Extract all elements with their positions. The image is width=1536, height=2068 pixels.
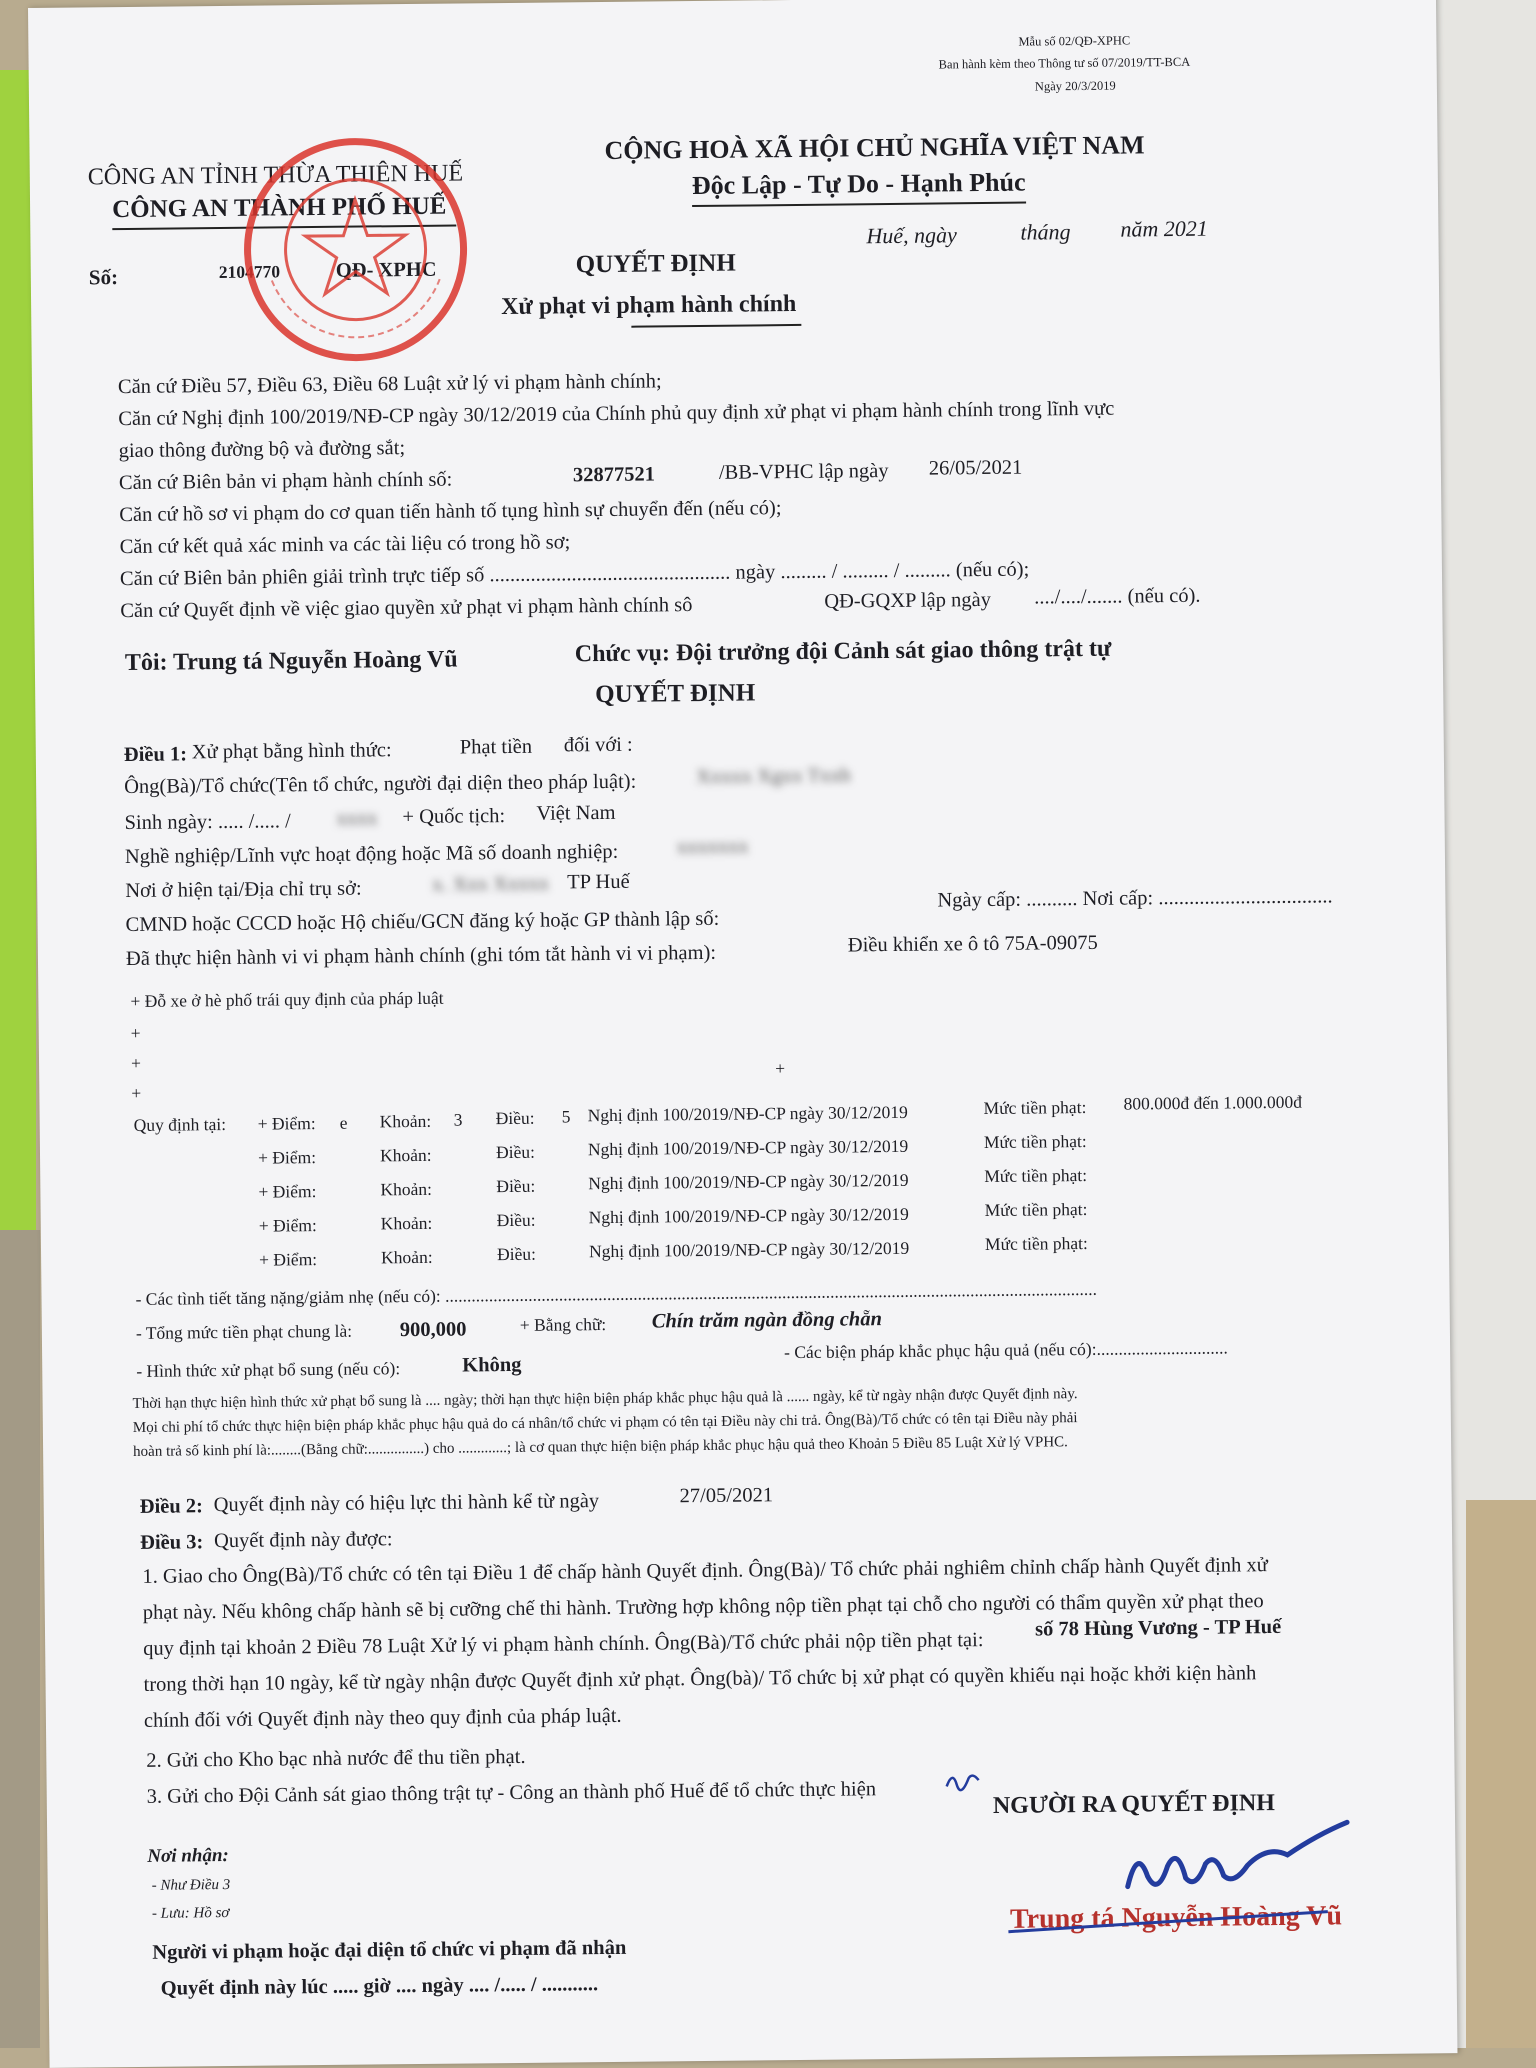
additional-penalty-label: - Hình thức xử phạt bổ sung (nếu có): xyxy=(136,1358,401,1381)
article-3-para-1d: trong thời hạn 10 ngày, kể từ ngày nhận được Quyết định xử phạt. Ông(bà)/ Tổ chức bị xử phạt có quyền khiếu nại hoặc khởi kiện hành xyxy=(143,1662,1257,1696)
reg-decree: Nghị định 100/2019/NĐ-CP ngày 30/12/2019 xyxy=(587,1101,908,1126)
article-3-para-3: 3. Gửi cho Đội Cảnh sát giao thông trật tự - Công an thành phố Huế để tổ chức thực hiện xyxy=(146,1778,877,1808)
month-label: tháng xyxy=(1020,219,1071,245)
note-line-1: Thời hạn thực hiện hình thức xử phạt bổ sung là .... ngày; thời hạn thực hiện biện pháp khắc phục hậu quả là ...... ngày, kể từ ngày nhận được Quyết định này. xyxy=(132,1386,1078,1412)
report-date: 26/05/2021 xyxy=(928,456,1023,480)
number-suffix: QĐ- XPHC xyxy=(335,258,437,282)
occupation-label: Nghề nghiệp/Lĩnh vực hoạt động hoặc Mã số doanh nghiệp: xyxy=(124,840,619,869)
report-number: 32877521 xyxy=(572,463,656,487)
violation-item-2: + xyxy=(130,1022,141,1043)
issued-date: Ngày 20/3/2019 xyxy=(1034,78,1116,94)
reg-fine-label: Mức tiền phạt: xyxy=(984,1164,1088,1187)
reg-fine-value: 800.000đ đến 1.000.000đ xyxy=(1123,1091,1303,1114)
article-3-para-1e: chính đối với Quyết định này theo quy định của pháp luật. xyxy=(143,1704,622,1732)
violation-item-1: + Đỗ xe ở hè phố trái quy định của pháp luật xyxy=(130,987,444,1011)
violator-label: Ông(Bà)/Tổ chức(Tên tổ chức, người đại diện theo pháp luật): xyxy=(124,770,637,799)
place-date: Huế, ngày xyxy=(866,222,957,249)
violation-item-mid: + xyxy=(775,1058,786,1079)
article-3-para-1b: phạt này. Nếu không chấp hành sẽ bị cưỡng chế thi hành. Trường hợp không nộp tiền phạt tại chỗ cho người có thẩm quyền xử phạt theo xyxy=(142,1590,1264,1624)
violation-item-3: + xyxy=(130,1052,142,1073)
additional-penalty-value: Không xyxy=(462,1353,522,1377)
payment-place: số 78 Hùng Vương - TP Huế xyxy=(1034,1615,1282,1641)
reg-clause-label: Khoản: xyxy=(380,1212,433,1234)
reg-article-label: Điều: xyxy=(496,1209,536,1231)
reg-point-label: + Điểm: xyxy=(257,1113,316,1134)
address-label: Nơi ở hiện tại/Địa chỉ trụ sở: xyxy=(125,877,362,903)
officer-position: Chức vụ: Đội trưởng đội Cảnh sát giao thông trật tự xyxy=(574,635,1112,668)
dob-value-redacted: xxxx xyxy=(336,807,378,830)
against-label: đối với : xyxy=(563,733,633,757)
ground-line-5: Căn cứ hồ sơ vi phạm do cơ quan tiến hành tố tụng hình sự chuyển đến (nếu có); xyxy=(119,497,782,527)
reg-decree: Nghị định 100/2019/NĐ-CP ngày 30/12/2019 xyxy=(587,1135,909,1160)
violation-value: Điều khiển xe ô tô 75A-09075 xyxy=(847,931,1098,957)
penalty-form-label: Xử phạt bằng hình thức: xyxy=(191,739,392,764)
background-table-right xyxy=(1466,1500,1536,2048)
reg-decree: Nghị định 100/2019/NĐ-CP ngày 30/12/2019 xyxy=(588,1203,909,1228)
regs-label: Quy định tại: xyxy=(133,1113,227,1135)
circumstances: - Các tình tiết tăng nặng/giảm nhẹ (nếu có): ..................................................................................................................................................... xyxy=(135,1278,1098,1309)
article-2-label: Điều 2: xyxy=(139,1495,204,1518)
reg-fine-label: Mức tiền phạt: xyxy=(983,1096,1087,1119)
address-city: TP Huế xyxy=(567,870,630,894)
reg-decree: Nghị định 100/2019/NĐ-CP ngày 30/12/2019 xyxy=(588,1237,910,1262)
reg-article-label: Điều: xyxy=(495,1107,535,1129)
initials-mark xyxy=(942,1766,982,1794)
signer-title: NGƯỜI RA QUYẾT ĐỊNH xyxy=(992,1790,1276,1819)
article-3-para-1c: quy định tại khoản 2 Điều 78 Luật Xử lý vi phạm hành chính. Ông(Bà)/Tổ chức phải nộp tiền phạt tại: xyxy=(143,1629,984,1660)
address-value-redacted: x. Xxx Xxxxx xyxy=(432,872,550,896)
reg-point-label: + Điểm: xyxy=(258,1215,317,1236)
number-label: Số: xyxy=(88,265,119,290)
issued-with: Ban hành kèm theo Thông tư số 07/2019/TT-BCA xyxy=(938,54,1191,72)
penalty-form-value: Phạt tiền xyxy=(459,735,533,759)
reg-fine-label: Mức tiền phạt: xyxy=(983,1130,1087,1153)
decision-title: QUYẾT ĐỊNH xyxy=(575,249,736,279)
article-1-label: Điều 1: xyxy=(123,743,188,767)
agency-parent: CÔNG AN TỈNH THỪA THIÊN HUẾ xyxy=(87,160,464,191)
ground-line-8-tail: ..../..../....... (nếu có). xyxy=(1034,584,1201,609)
in-words-value: Chín trăm ngàn đồng chẵn xyxy=(651,1308,883,1333)
nationality-value: Việt Nam xyxy=(536,801,616,825)
motto: Độc Lập - Tự Do - Hạnh Phúc xyxy=(692,170,1026,207)
reg-point-label: + Điểm: xyxy=(258,1181,317,1202)
issue-info: Ngày cấp: .......... Nơi cấp: .................................. xyxy=(937,885,1333,912)
red-seal-stamp xyxy=(234,128,477,371)
article-3-label: Điều 3: xyxy=(139,1531,204,1554)
ground-line-2: Căn cứ Nghị định 100/2019/NĐ-CP ngày 30/12/2019 của Chính phủ quy định xử phạt vi phạm hành chính trong lĩnh vực xyxy=(118,397,1115,431)
violation-item-4: + xyxy=(131,1082,142,1103)
ground-line-7: Căn cứ Biên bản phiên giải trình trực tiếp số ............................................... ngày ......... / ......... / ......... (nếu có); xyxy=(119,558,1030,591)
republic-title: CỘNG HOÀ XÃ HỘI CHỦ NGHĨA VIỆT NAM xyxy=(604,130,1145,165)
dob-label: Sinh ngày: ..... /..... / xyxy=(124,810,291,835)
ground-line-1: Căn cứ Điều 57, Điều 63, Điều 68 Luật xử lý vi phạm hành chính; xyxy=(117,370,662,399)
ground-line-4-mid: /BB-VPHC lập ngày xyxy=(718,460,889,484)
remedy-measures: - Các biện pháp khắc phục hậu quả (nếu có):.............................. xyxy=(784,1337,1228,1363)
violation-label: Đã thực hiện hành vi vi phạm hành chính (ghi tóm tắt hành vi vi phạm): xyxy=(125,941,717,971)
id-label: CMND hoặc CCCD hoặc Hộ chiếu/GCN đăng ký hoặc GP thành lập số: xyxy=(125,907,720,937)
reg-clause-value: 3 xyxy=(453,1109,463,1130)
reg-clause-label: Khoản: xyxy=(379,1144,432,1166)
reg-point-value: e xyxy=(339,1112,348,1133)
ground-line-3: giao thông đường bộ và đường sắt; xyxy=(118,437,406,463)
reg-article-value: 5 xyxy=(561,1106,571,1127)
background-table xyxy=(0,1230,40,2048)
article-3-para-2: 2. Gửi cho Kho bạc nhà nước để thu tiền phạt. xyxy=(146,1745,526,1772)
ground-line-4-label: Căn cứ Biên bản vi phạm hành chính số: xyxy=(118,468,453,495)
note-line-3: hoàn trả số kinh phí là:........(Bằng chữ:...............) cho .............; là cơ quan thực hiện biện pháp khắc phục hậu quả theo Khoản 5 Điều 85 Luật Xử lý VPHC. xyxy=(133,1434,1068,1460)
article-2-text: Quyết định này có hiệu lực thi hành kể từ ngày xyxy=(213,1490,600,1517)
total-fine-label: - Tổng mức tiền phạt chung là: xyxy=(135,1320,353,1343)
reg-fine-label: Mức tiền phạt: xyxy=(984,1232,1088,1255)
recipient-2: - Lưu: Hồ sơ xyxy=(151,1904,230,1922)
receiver-label: Người vi phạm hoặc đại diện tổ chức vi phạm đã nhận xyxy=(152,1936,627,1964)
form-number: Mẫu số 02/QĐ-XPHC xyxy=(1018,33,1131,49)
reg-article-label: Điều: xyxy=(495,1141,536,1163)
decision-subtitle: Xử phạt vi phạm hành chính xyxy=(501,290,797,321)
number-value: 2104770 xyxy=(218,261,281,283)
reg-clause-label: Khoản: xyxy=(380,1246,433,1268)
nationality-label: + Quốc tịch: xyxy=(402,805,506,829)
violator-name-redacted: Xxxxx Xgxx Txxh xyxy=(695,764,851,789)
occupation-value-redacted: xxxxxxx xyxy=(676,835,749,859)
effective-date: 27/05/2021 xyxy=(679,1484,774,1508)
reg-clause-label: Khoản: xyxy=(379,1110,432,1132)
recipient-1: - Như Điều 3 xyxy=(151,1876,231,1894)
note-line-2: Mọi chi phí tổ chức thực hiện biện pháp khắc phục hậu quả do cá nhân/tổ chức vi phạm có tên tại Điều này chi trả. Ông(Bà)/Tổ chức có tên tại Điều này phải xyxy=(132,1410,1078,1436)
reg-article-label: Điều: xyxy=(496,1243,537,1265)
reg-article-label: Điều: xyxy=(496,1175,536,1197)
decision-document xyxy=(28,0,1457,2068)
reg-point-label: + Điểm: xyxy=(257,1147,317,1168)
ground-line-8-mid: QĐ-GQXP lập ngày xyxy=(824,588,992,613)
recipients-label: Nơi nhận: xyxy=(147,1844,229,1867)
agency-name: CÔNG AN THÀNH PHỐ HUẾ xyxy=(112,194,457,231)
receiver-time: Quyết định này lúc ..... giờ .... ngày .... /..... / ........... xyxy=(160,1973,599,2000)
year-label: năm 2021 xyxy=(1120,215,1208,242)
reg-fine-label: Mức tiền phạt: xyxy=(984,1198,1088,1221)
reg-decree: Nghị định 100/2019/NĐ-CP ngày 30/12/2019 xyxy=(588,1169,909,1194)
in-words-label: + Bằng chữ: xyxy=(519,1314,607,1335)
officer-name: Tôi: Trung tá Nguyễn Hoàng Vũ xyxy=(124,646,458,677)
article-3-para-1a: 1. Giao cho Ông(Bà)/Tổ chức có tên tại Điều 1 để chấp hành Quyết định. Ông(Bà)/ Tổ chức phải nghiêm chỉnh chấp hành Quyết định xử xyxy=(142,1554,1268,1588)
total-fine-value: 900,000 xyxy=(399,1318,467,1342)
title-underline xyxy=(631,324,801,328)
ground-line-8-label: Căn cứ Quyết định về việc giao quyền xử phạt vi phạm hành chính sô xyxy=(120,594,693,623)
reg-clause-label: Khoản: xyxy=(380,1178,433,1200)
article-3-text: Quyết định này được: xyxy=(213,1528,393,1553)
signature xyxy=(1107,1814,1368,1907)
decision-heading: QUYẾT ĐỊNH xyxy=(595,679,756,709)
reg-point-label: + Điểm: xyxy=(259,1249,318,1270)
signer-name: Trung tá Nguyễn Hoàng Vũ xyxy=(1009,1900,1343,1935)
ground-line-6: Căn cứ kết quả xác minh va các tài liệu có trong hồ sơ; xyxy=(119,531,571,559)
